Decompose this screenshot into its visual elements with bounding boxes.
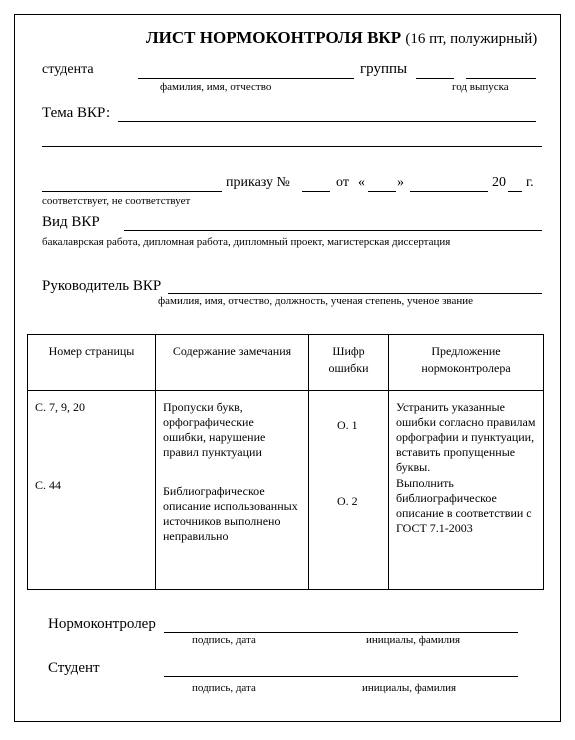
header-page-number: Номер страницы	[28, 335, 156, 391]
order-from-label: от	[336, 175, 349, 190]
student-name-field[interactable]	[138, 78, 354, 79]
suggestions-cell	[389, 391, 544, 590]
work-type-caption: бакалаврская работа, дипломная работа, дипломный проект, магистерская диссертация	[42, 236, 451, 248]
normocontroller-initials-caption: инициалы, фамилия	[366, 634, 461, 646]
header-suggestion-text: Предложение нормоконтролера	[421, 344, 511, 375]
page-number-2: С. 44	[35, 478, 62, 492]
topic-field-line-1[interactable]	[118, 121, 536, 122]
header-remark-content: Содержание замечания	[156, 335, 309, 391]
title-note: (16 пт, полужирный)	[405, 31, 538, 47]
group-field[interactable]	[416, 78, 454, 79]
graduation-year-caption: год выпуска	[452, 81, 509, 93]
error-code-1: О. 1	[337, 418, 358, 432]
title-text: ЛИСТ НОРМОКОНТРОЛЯ ВКР	[146, 28, 402, 47]
order-number-field[interactable]	[302, 191, 330, 192]
supervisor-caption: фамилия, имя, отчество, должность, ученая степень, ученое звание	[158, 295, 474, 307]
table-row	[28, 391, 544, 590]
group-label: группы	[360, 61, 408, 77]
work-type-label: Вид ВКР	[42, 214, 100, 230]
order-day-field[interactable]	[368, 191, 396, 192]
student-sign-date-caption: подпись, дата	[192, 682, 256, 694]
topic-field-line-2[interactable]	[42, 146, 542, 147]
student-initials-caption: инициалы, фамилия	[362, 682, 457, 694]
student-signature-field[interactable]	[164, 676, 518, 677]
student-label: студента	[42, 62, 94, 77]
student-signature-label: Студент	[48, 660, 100, 676]
order-open-quote: «	[358, 175, 365, 190]
remarks-cell	[156, 391, 309, 590]
topic-label: Тема ВКР:	[42, 105, 111, 121]
order-close-quote: »	[397, 175, 404, 190]
compliance-caption: соответствует, не соответствует	[42, 195, 191, 207]
normocontroller-signature-field[interactable]	[164, 632, 518, 633]
document-title	[146, 28, 537, 48]
remark-1: Пропуски букв, орфографические ошибки, нарушение правил пунктуации	[163, 400, 266, 459]
graduation-year-field[interactable]	[466, 78, 536, 79]
order-number-label: приказу №	[226, 175, 290, 190]
header-error-code	[309, 335, 389, 391]
student-name-caption: фамилия, имя, отчество	[160, 81, 272, 93]
compliance-field[interactable]	[42, 191, 222, 192]
header-error-code-text: Шифр ошибки	[328, 344, 369, 375]
error-codes-cell	[309, 391, 389, 590]
table-header-row	[28, 335, 544, 391]
order-year-prefix: 20	[492, 175, 506, 190]
remarks-table	[27, 334, 544, 590]
remark-2: Библиографическое описание использованных источников выполнено неправильно	[163, 484, 298, 543]
normocontroller-sign-date-caption: подпись, дата	[192, 634, 256, 646]
supervisor-field[interactable]	[168, 293, 542, 294]
order-year-field[interactable]	[508, 191, 522, 192]
supervisor-label: Руководитель ВКР	[42, 278, 162, 294]
error-code-2: О. 2	[337, 494, 358, 508]
page-number-1: С. 7, 9, 20	[35, 400, 86, 414]
work-type-field[interactable]	[124, 230, 542, 231]
suggestion-1: Устранить указанные ошибки согласно правилам орфографии и пунктуации, вставить пропущенные буквы.	[396, 400, 536, 474]
header-suggestion	[389, 335, 544, 391]
normocontroller-label: Нормоконтролер	[48, 616, 156, 632]
suggestion-2: Выполнить библиографическое описание в соответствии с ГОСТ 7.1-2003	[396, 476, 532, 535]
order-month-field[interactable]	[410, 191, 488, 192]
order-year-suffix: г.	[526, 175, 534, 190]
page-numbers-cell	[28, 391, 156, 590]
